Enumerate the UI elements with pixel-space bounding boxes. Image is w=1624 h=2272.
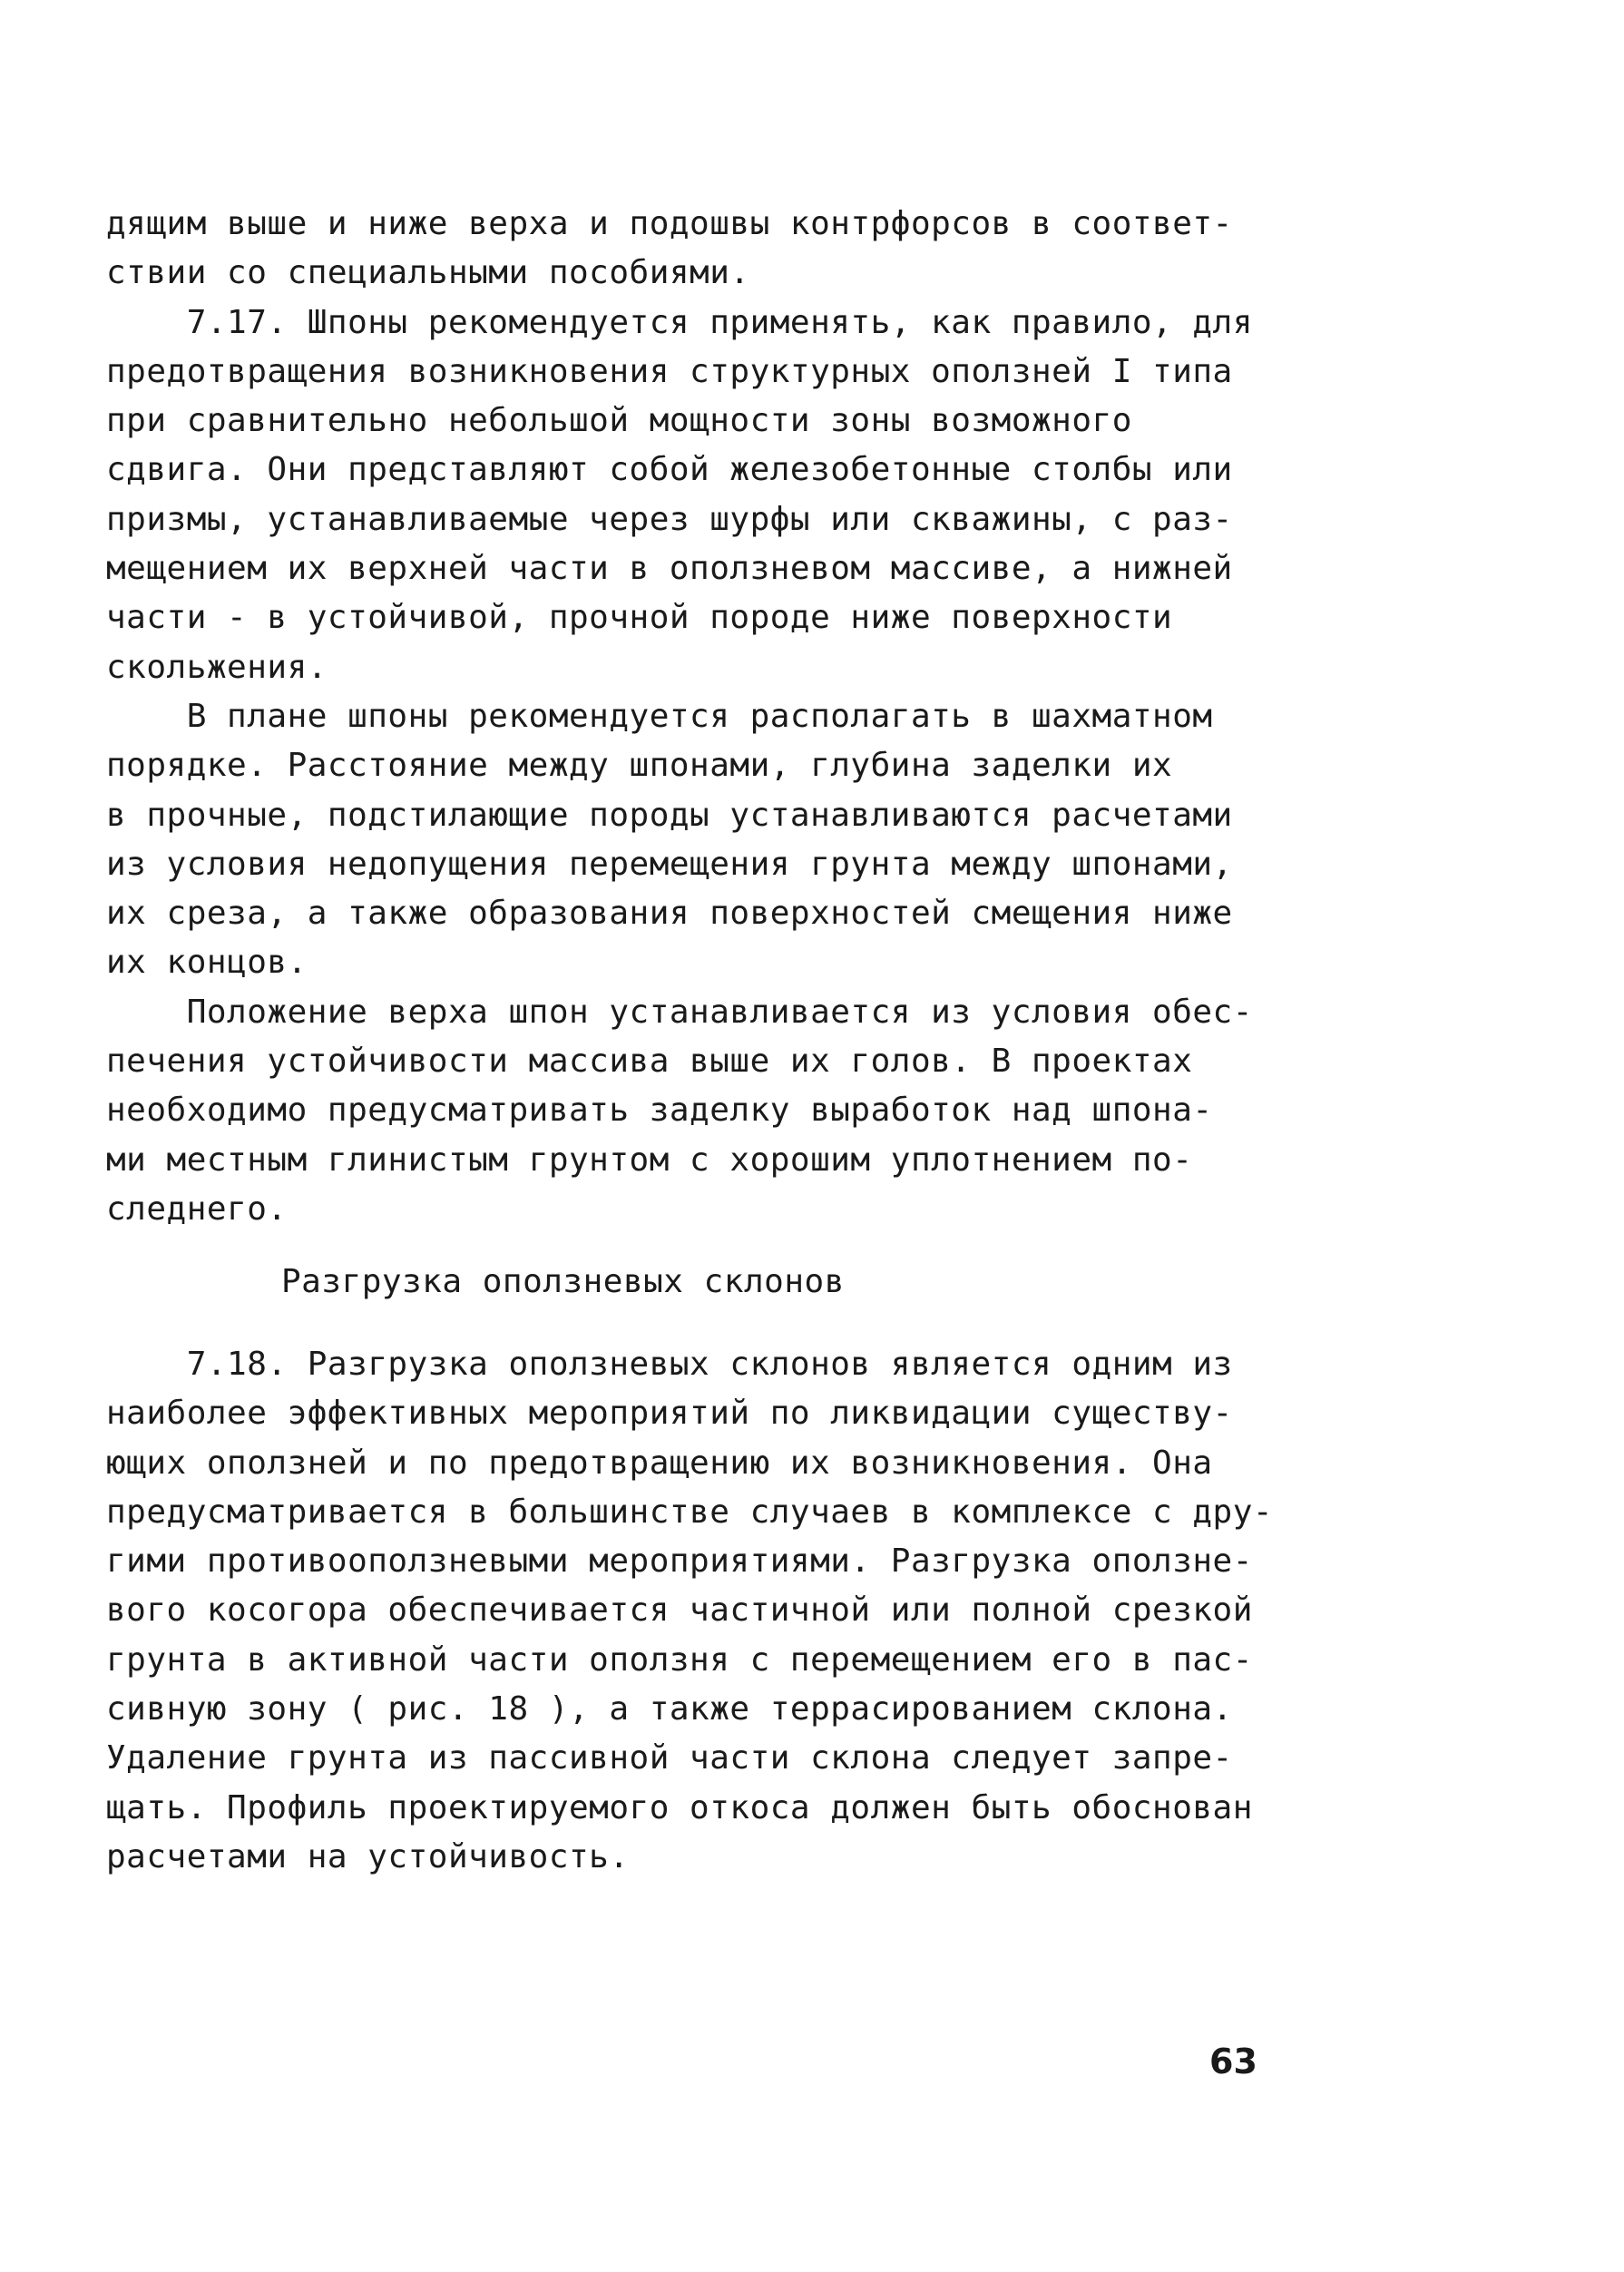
text-line: предусматривается в большинстве случаев в комплексе с дру- (106, 1493, 1274, 1531)
text-line: наиболее эффективных мероприятий по ликвидации существу- (106, 1395, 1233, 1433)
text-line: ствии со специальными пособиями. (106, 254, 750, 292)
text-block-razgruzka (106, 1340, 1304, 1882)
text-line: их концов. (106, 944, 308, 982)
text-line: следнего. (106, 1190, 288, 1228)
text-line: 7.18. Разгрузка оползневых склонов является одним из (106, 1346, 1233, 1383)
text-line: при сравнительно небольшой мощности зоны возможного (106, 402, 1132, 440)
text-line: необходимо предусматривать заделку выработок над шпона- (106, 1092, 1213, 1130)
text-line: грунта в активной части оползня с перемещением его в пас- (106, 1640, 1253, 1679)
text-line: вого косогора обеспечивается частичной или полной срезкой (106, 1591, 1253, 1630)
section-heading: Разгрузка оползневых склонов (281, 1263, 845, 1300)
text-line: части - в устойчивой, прочной породе ниже поверхности (106, 599, 1173, 637)
text-line: сивную зону ( рис. 18 ), а также террасированием склона. (106, 1690, 1233, 1728)
text-line: 7.17. Шпоны рекомендуется применять, как правило, для (106, 303, 1253, 341)
text-line: сдвига. Они представляют собой железобетонные столбы или (106, 451, 1233, 489)
text-line: расчетами на устойчивость. (106, 1837, 630, 1875)
text-line: печения устойчивости массива выше их голов. В проектах (106, 1043, 1193, 1081)
text-line: щать. Профиль проектируемого откоса должен быть обоснован (106, 1788, 1253, 1826)
text-line: в прочные, подстилающие породы устанавливаются расчетами (106, 796, 1233, 834)
text-line: ющих оползней и по предотвращению их возникновения. Она (106, 1444, 1213, 1482)
text-line: из условия недопущения перемещения грунта между шпонами, (106, 845, 1233, 883)
text-line: Положение верха шпон устанавливается из условия обес- (106, 993, 1253, 1031)
page-number: 63 (1209, 2042, 1257, 2081)
text-line: Удаление грунта из пассивной части склона следует запре- (106, 1739, 1233, 1777)
text-line: их среза, а также образования поверхностей смещения ниже (106, 895, 1233, 933)
text-line: скольжения. (106, 648, 328, 686)
text-block-shpony (106, 200, 1304, 1234)
text-line: В плане шпоны рекомендуется располагать в шахматном (106, 697, 1213, 735)
text-line: мещением их верхней части в оползневом массиве, а нижней (106, 550, 1233, 588)
text-line: призмы, устанавливаемые через шурфы или скважины, с раз- (106, 500, 1233, 538)
text-line: порядке. Расстояние между шпонами, глубина заделки их (106, 747, 1173, 785)
text-line: ми местным глинистым грунтом с хорошим уплотнением по- (106, 1141, 1193, 1179)
text-line: гими противооползневыми мероприятиями. Разгрузка оползне- (106, 1542, 1253, 1581)
text-line: дящим выше и ниже верха и подошвы контрфорсов в соответ- (106, 205, 1233, 242)
text-line: предотвращения возникновения структурных оползней I типа (106, 352, 1233, 390)
